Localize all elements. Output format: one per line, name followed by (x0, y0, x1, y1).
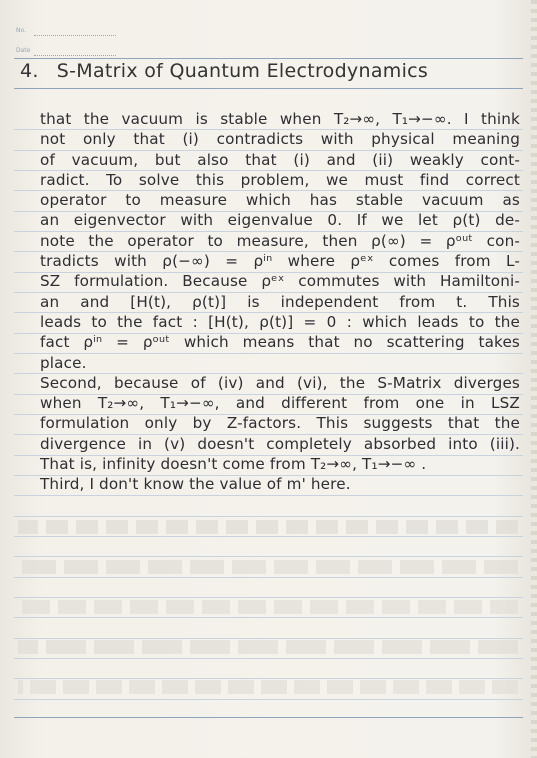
body-line: when T₂→∞, T₁→−∞, and different from one in LSZ (40, 394, 520, 413)
bleed-through-texture (18, 520, 518, 534)
body-line: divergence in (v) doesn't completely absorbed into (iii). (40, 434, 520, 453)
rule-line (14, 597, 523, 598)
body-line: an eigenvector with eigenvalue 0. If we let ρ(t) de- (40, 211, 520, 230)
body-line: operator to measure which has stable vacuum as (40, 191, 520, 210)
rule-line (14, 699, 523, 700)
body-line: not only that (i) contradicts with physical meaning (40, 130, 520, 149)
body-text (40, 109, 520, 495)
rule-line (14, 717, 523, 718)
body-line: Second, because of (iv) and (vi), the S-Matrix diverges (40, 373, 520, 392)
body-line: That is, infinity doesn't come from T₂→∞, T₁→−∞ . (40, 455, 427, 474)
body-line: radict. To solve this problem, we must find correct (40, 170, 520, 189)
bleed-through-texture (18, 640, 518, 654)
section-title (20, 60, 520, 82)
rule-line (14, 536, 523, 537)
rule-line (14, 577, 523, 578)
rule-line (14, 638, 523, 639)
bleed-through-texture (18, 560, 518, 574)
rule-line (14, 516, 523, 517)
date-label: Date (16, 47, 31, 54)
body-line: that the vacuum is stable when T₂→∞, T₁→−∞. I think (40, 110, 520, 128)
rule-line (14, 556, 523, 557)
body-line: of vacuum, but also that (i) and (ii) weakly cont- (40, 150, 520, 169)
rule-line (14, 678, 523, 679)
body-line: note the operator to measure, then ρ(∞) = ρᵒᵘᵗ con- (40, 231, 520, 250)
no-field-line (34, 35, 116, 36)
section-number: 4. (20, 60, 39, 82)
bleed-through-texture (18, 600, 518, 614)
bleed-through-texture (18, 680, 518, 694)
section-title-text: S-Matrix of Quantum Electrodynamics (56, 60, 429, 82)
rule-line (14, 88, 523, 89)
no-label: No. (16, 27, 26, 34)
body-line: leads to the fact : [H(t), ρ(t)] = 0 : which leads to the (40, 312, 520, 331)
rule-line (14, 495, 523, 496)
rule-line (14, 658, 523, 659)
body-line: place. (40, 353, 87, 372)
rule-line (14, 617, 523, 618)
body-line: fact ρⁱⁿ = ρᵒᵘᵗ which means that no scattering takes (40, 333, 520, 352)
rule-line (14, 58, 523, 59)
body-line: an and [H(t), ρ(t)] is independent from t. This (40, 292, 520, 311)
binding-edge (531, 0, 537, 758)
body-line: tradicts with ρ(−∞) = ρⁱⁿ where ρᵉˣ comes from L- (40, 252, 520, 271)
date-field-line (34, 55, 116, 56)
body-line: formulation only by Z-factors. This suggests that the (40, 414, 520, 433)
body-line: Third, I don't know the value of m' here. (40, 475, 351, 494)
body-line: SZ formulation. Because ρᵉˣ commutes with Hamiltoni- (40, 272, 520, 291)
